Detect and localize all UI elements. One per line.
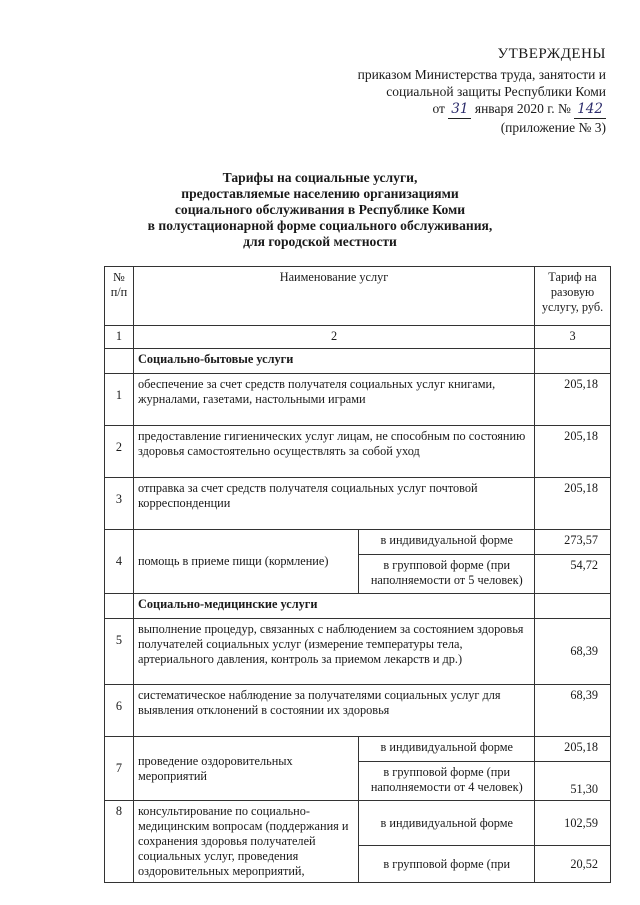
approval-order-line: приказом Министерства труда, занятости и	[357, 67, 606, 82]
row-num: 4	[105, 530, 134, 594]
document-title	[60, 170, 580, 250]
row-num: 3	[105, 478, 134, 530]
table-row	[105, 478, 611, 530]
row-service-name: консультирование по социально-медицинским вопросам (поддержания и сохранения здоровья получателей социальных услуг, проведения оздоровительных мероприятий,	[133, 801, 358, 883]
row-num: 8	[105, 801, 134, 883]
table-row	[105, 426, 611, 478]
row-form-group: в групповой форме (при	[359, 846, 535, 883]
approval-heading: УТВЕРЖДЕНЫ	[497, 46, 606, 62]
section-title-household: Социально-бытовые услуги	[133, 349, 534, 374]
title-line-2: предоставляемые населению организациями	[181, 186, 459, 201]
row-price: 273,57	[535, 530, 611, 555]
row-num: 2	[105, 426, 134, 478]
row-service-name: систематическое наблюдение за получателями социальных услуг для выявления отклонений в состоянии их здоровья	[133, 685, 534, 737]
table-header-row	[105, 267, 611, 326]
row-num: 6	[105, 685, 134, 737]
row-price: 20,52	[535, 846, 611, 883]
title-line-1: Тарифы на социальные услуги,	[222, 170, 418, 185]
row-service-name: отправка за счет средств получателя социальных услуг почтовой корреспонденции	[133, 478, 534, 530]
row-service-name: предоставление гигиенических услуг лицам, не способным по состоянию здоровья самостоятельно осуществлять за собой уход	[133, 426, 534, 478]
header-service-name: Наименование услуг	[133, 267, 534, 326]
header-tariff: Тариф на разовую услугу, руб.	[535, 267, 611, 326]
table-row	[105, 737, 611, 762]
table-row	[105, 374, 611, 426]
col-number-1: 1	[105, 326, 134, 349]
approval-date-line	[276, 100, 606, 119]
table-row	[105, 685, 611, 737]
col-number-2: 2	[133, 326, 534, 349]
table-row	[105, 619, 611, 685]
title-line-3: социального обслуживания в Республике Коми	[174, 202, 466, 217]
title-line-5: для городской местности	[243, 234, 397, 249]
row-form-individual: в индивидуальной форме	[359, 530, 535, 555]
section-row-household	[105, 349, 611, 374]
row-form-individual: в индивидуальной форме	[359, 737, 535, 762]
section-title-medical: Социально-медицинские услуги	[133, 594, 534, 619]
row-num: 5	[105, 619, 134, 685]
tariff-table	[104, 266, 611, 883]
row-service-name: помощь в приеме пищи (кормление)	[133, 530, 358, 594]
row-price: 205,18	[535, 426, 611, 478]
row-price: 205,18	[535, 374, 611, 426]
col-number-3: 3	[535, 326, 611, 349]
row-num: 7	[105, 737, 134, 801]
row-num: 1	[105, 374, 134, 426]
date-day-handwritten: 31	[448, 101, 471, 119]
order-number-handwritten: 142	[574, 101, 606, 119]
section-row-medical	[105, 594, 611, 619]
row-price: 205,18	[535, 737, 611, 762]
row-price: 54,72	[535, 555, 611, 594]
row-price: 102,59	[535, 801, 611, 846]
row-price: 68,39	[535, 685, 611, 737]
column-number-row	[105, 326, 611, 349]
row-form-group: в групповой форме (при наполняемости от 5 человек)	[359, 555, 535, 594]
table-row	[105, 530, 611, 555]
row-price: 51,30	[535, 762, 611, 801]
date-month-year: января 2020 г. №	[474, 101, 571, 116]
title-line-4: в полустационарной форме социального обслуживания,	[147, 218, 493, 233]
row-price: 205,18	[535, 478, 611, 530]
row-form-individual: в индивидуальной форме	[359, 801, 535, 846]
row-form-group: в групповой форме (при наполняемости от 4 человек)	[359, 762, 535, 801]
date-prefix: от	[432, 101, 445, 116]
header-num: № п/п	[105, 267, 134, 326]
approval-block	[276, 46, 606, 136]
row-service-name: выполнение процедур, связанных с наблюдением за состоянием здоровья получателей социальных услуг (измерение температуры тела, артериального давления, контроль за приемом лекарств и др.)	[133, 619, 534, 685]
row-service-name: обеспечение за счет средств получателя социальных услуг книгами, журналами, газетами, настольными играми	[133, 374, 534, 426]
row-price: 68,39	[535, 619, 611, 685]
table-row	[105, 801, 611, 846]
approval-ministry-line: социальной защиты Республики Коми	[386, 84, 606, 99]
row-service-name: проведение оздоровительных мероприятий	[133, 737, 358, 801]
appendix-label: (приложение № 3)	[500, 120, 606, 135]
